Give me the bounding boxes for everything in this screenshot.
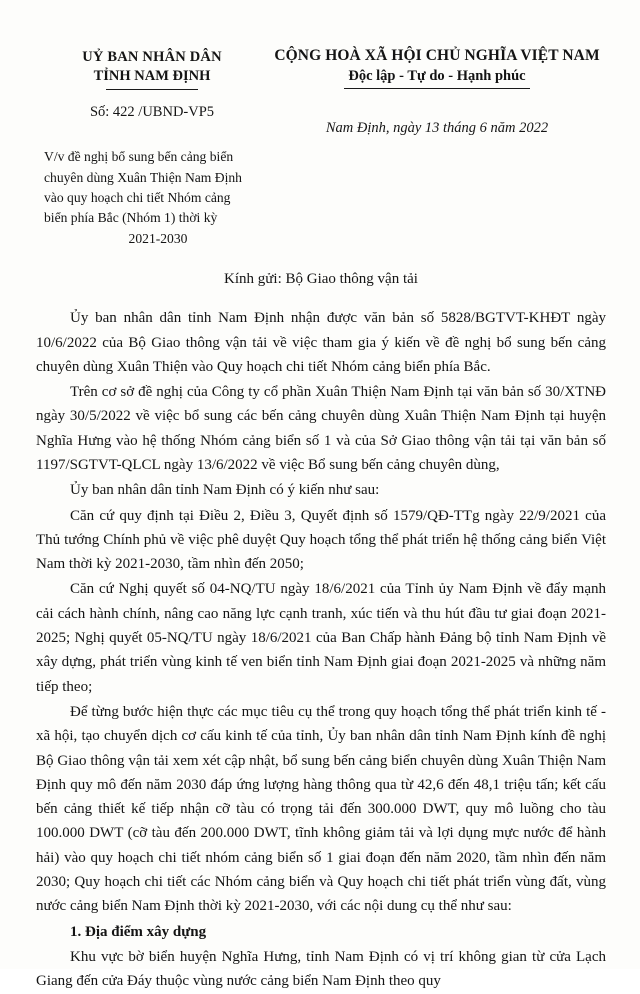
- document-meta: [36, 104, 606, 137]
- national-title: CỘNG HOÀ XÃ HỘI CHỦ NGHĨA VIỆT NAM: [274, 47, 600, 64]
- issuing-authority-line2: TỈNH NAM ĐỊNH: [93, 68, 211, 85]
- body-paragraph: Khu vực bờ biển huyện Nghĩa Hưng, tỉnh Nam Định có vị trí không gian từ cửa Lạch Giang đến cửa Đáy thuộc vùng nước cảng biển Nam Định theo quy: [36, 948, 606, 990]
- body-paragraph: Căn cứ Nghị quyết số 04-NQ/TU ngày 18/6/2021 của Tỉnh ủy Nam Định về đẩy mạnh cải cách hành chính, nâng cao năng lực cạnh tranh, xúc tiến và thu hút đầu tư giai đoạn 2021-2025; Nghị quyết 05-NQ/TU ngày 18/6/2021 của Ban Chấp hành Đảng bộ tỉnh Nam Định về xây dựng, phát triển vùng kinh tế ven biển tỉnh Nam Định giai đoạn 2021-2025 và những năm tiếp theo;: [36, 581, 606, 695]
- document-number: [36, 104, 268, 121]
- issuing-authority-line1: UỶ BAN NHÂN DÂN: [82, 49, 222, 65]
- section-heading-1: 1. Địa điểm xây dựng: [70, 923, 207, 940]
- recipient-line: Kính gửi: Bộ Giao thông vận tải: [224, 271, 418, 288]
- issuing-authority-block: [36, 42, 268, 90]
- document-subject: [44, 147, 272, 249]
- subject-line: biển phía Bắc (Nhóm 1) thời kỳ: [44, 210, 218, 226]
- body-paragraph: Ủy ban nhân dân tỉnh Nam Định nhận được văn bản số 5828/BGTVT-KHĐT ngày 10/6/2022 của Bộ Giao thông vận tải về việc tham gia ý kiến về đề nghị bổ sung bến cảng chuyên dùng Xuân Thiện vào Quy hoạch chi tiết Nhóm cảng biển phía Bắc.: [36, 310, 606, 375]
- document-body: [36, 306, 606, 993]
- document-number-label: Số:: [89, 104, 110, 121]
- subject-line: 2021-2030: [128, 230, 188, 246]
- body-paragraph: Để từng bước hiện thực các mục tiêu cụ thể trong quy hoạch tổng thể phát triển kinh tế - xã hội, tạo chuyển dịch cơ cấu kinh tế của tỉnh, Ủy ban nhân dân tỉnh Nam Định kính đề nghị Bộ Giao thông vận tải xem xét cập nhật, bổ sung bến cảng biển chuyên dùng Xuân Thiện Nam Định quy mô đến năm 2030 đáp ứng lượng hàng thông qua từ 42,6 đến 48,1 triệu tấn; kết cấu bến cảng thiết kế tiếp nhận cỡ tàu có trọng tải đến 300.000 DWT, quy mô luồng cho tàu 100.000 DWT (cỡ tàu đến 200.000 DWT, tĩnh không giảm tải và lợi dụng mực nước để hành hải) vào quy hoạch chi tiết nhóm cảng biển số 1 giai đoạn đến năm 2020, tầm nhìn đến năm 2030; Quy hoạch chi tiết các Nhóm cảng biển và Quy hoạch chi tiết phát triển vùng đất, vùng nước cảng biển Nam Định thời kỳ 2021-2030, với các nội dung cụ thể như sau:: [36, 703, 606, 915]
- body-paragraph: Trên cơ sở đề nghị của Công ty cổ phần Xuân Thiện Nam Định tại văn bản số 30/XTNĐ ngày 30/5/2022 về việc bổ sung các bến cảng chuyên dùng Xuân Thiện Nam Định tại huyện Nghĩa Hưng vào hệ thống Nhóm cảng biển số 1 và của Sở Giao thông vận tải tại văn bản số 1197/SGTVT-QLCL ngày 13/6/2022 về việc Bổ sung bến cảng chuyên dùng,: [36, 384, 606, 473]
- subject-line: V/v đề nghị bổ sung bến cảng biển: [44, 149, 234, 165]
- national-heading-block: [268, 42, 606, 89]
- document-number-value: 422 /UBND-VP5: [112, 104, 215, 121]
- body-paragraph: Căn cứ quy định tại Điều 2, Điều 3, Quyết định số 1579/QĐ-TTg ngày 22/9/2021 của Thủ tướng Chính phủ về việc phê duyệt Quy hoạch tổng thể phát triển hệ thống cảng biển Việt Nam thời kỳ 2021-2030, tầm nhìn đến 2050;: [36, 507, 606, 573]
- subject-line: vào quy hoạch chi tiết Nhóm cảng: [44, 190, 231, 206]
- subject-line: chuyên dùng Xuân Thiện Nam Định: [44, 169, 242, 185]
- document-header: [36, 42, 606, 90]
- header-divider-left: [106, 89, 198, 90]
- national-motto: Độc lập - Tự do - Hạnh phúc: [344, 66, 529, 89]
- body-paragraph: Ủy ban nhân dân tỉnh Nam Định có ý kiến như sau:: [70, 482, 380, 499]
- place-and-date: Nam Định, ngày 13 tháng 6 năm 2022: [325, 120, 549, 137]
